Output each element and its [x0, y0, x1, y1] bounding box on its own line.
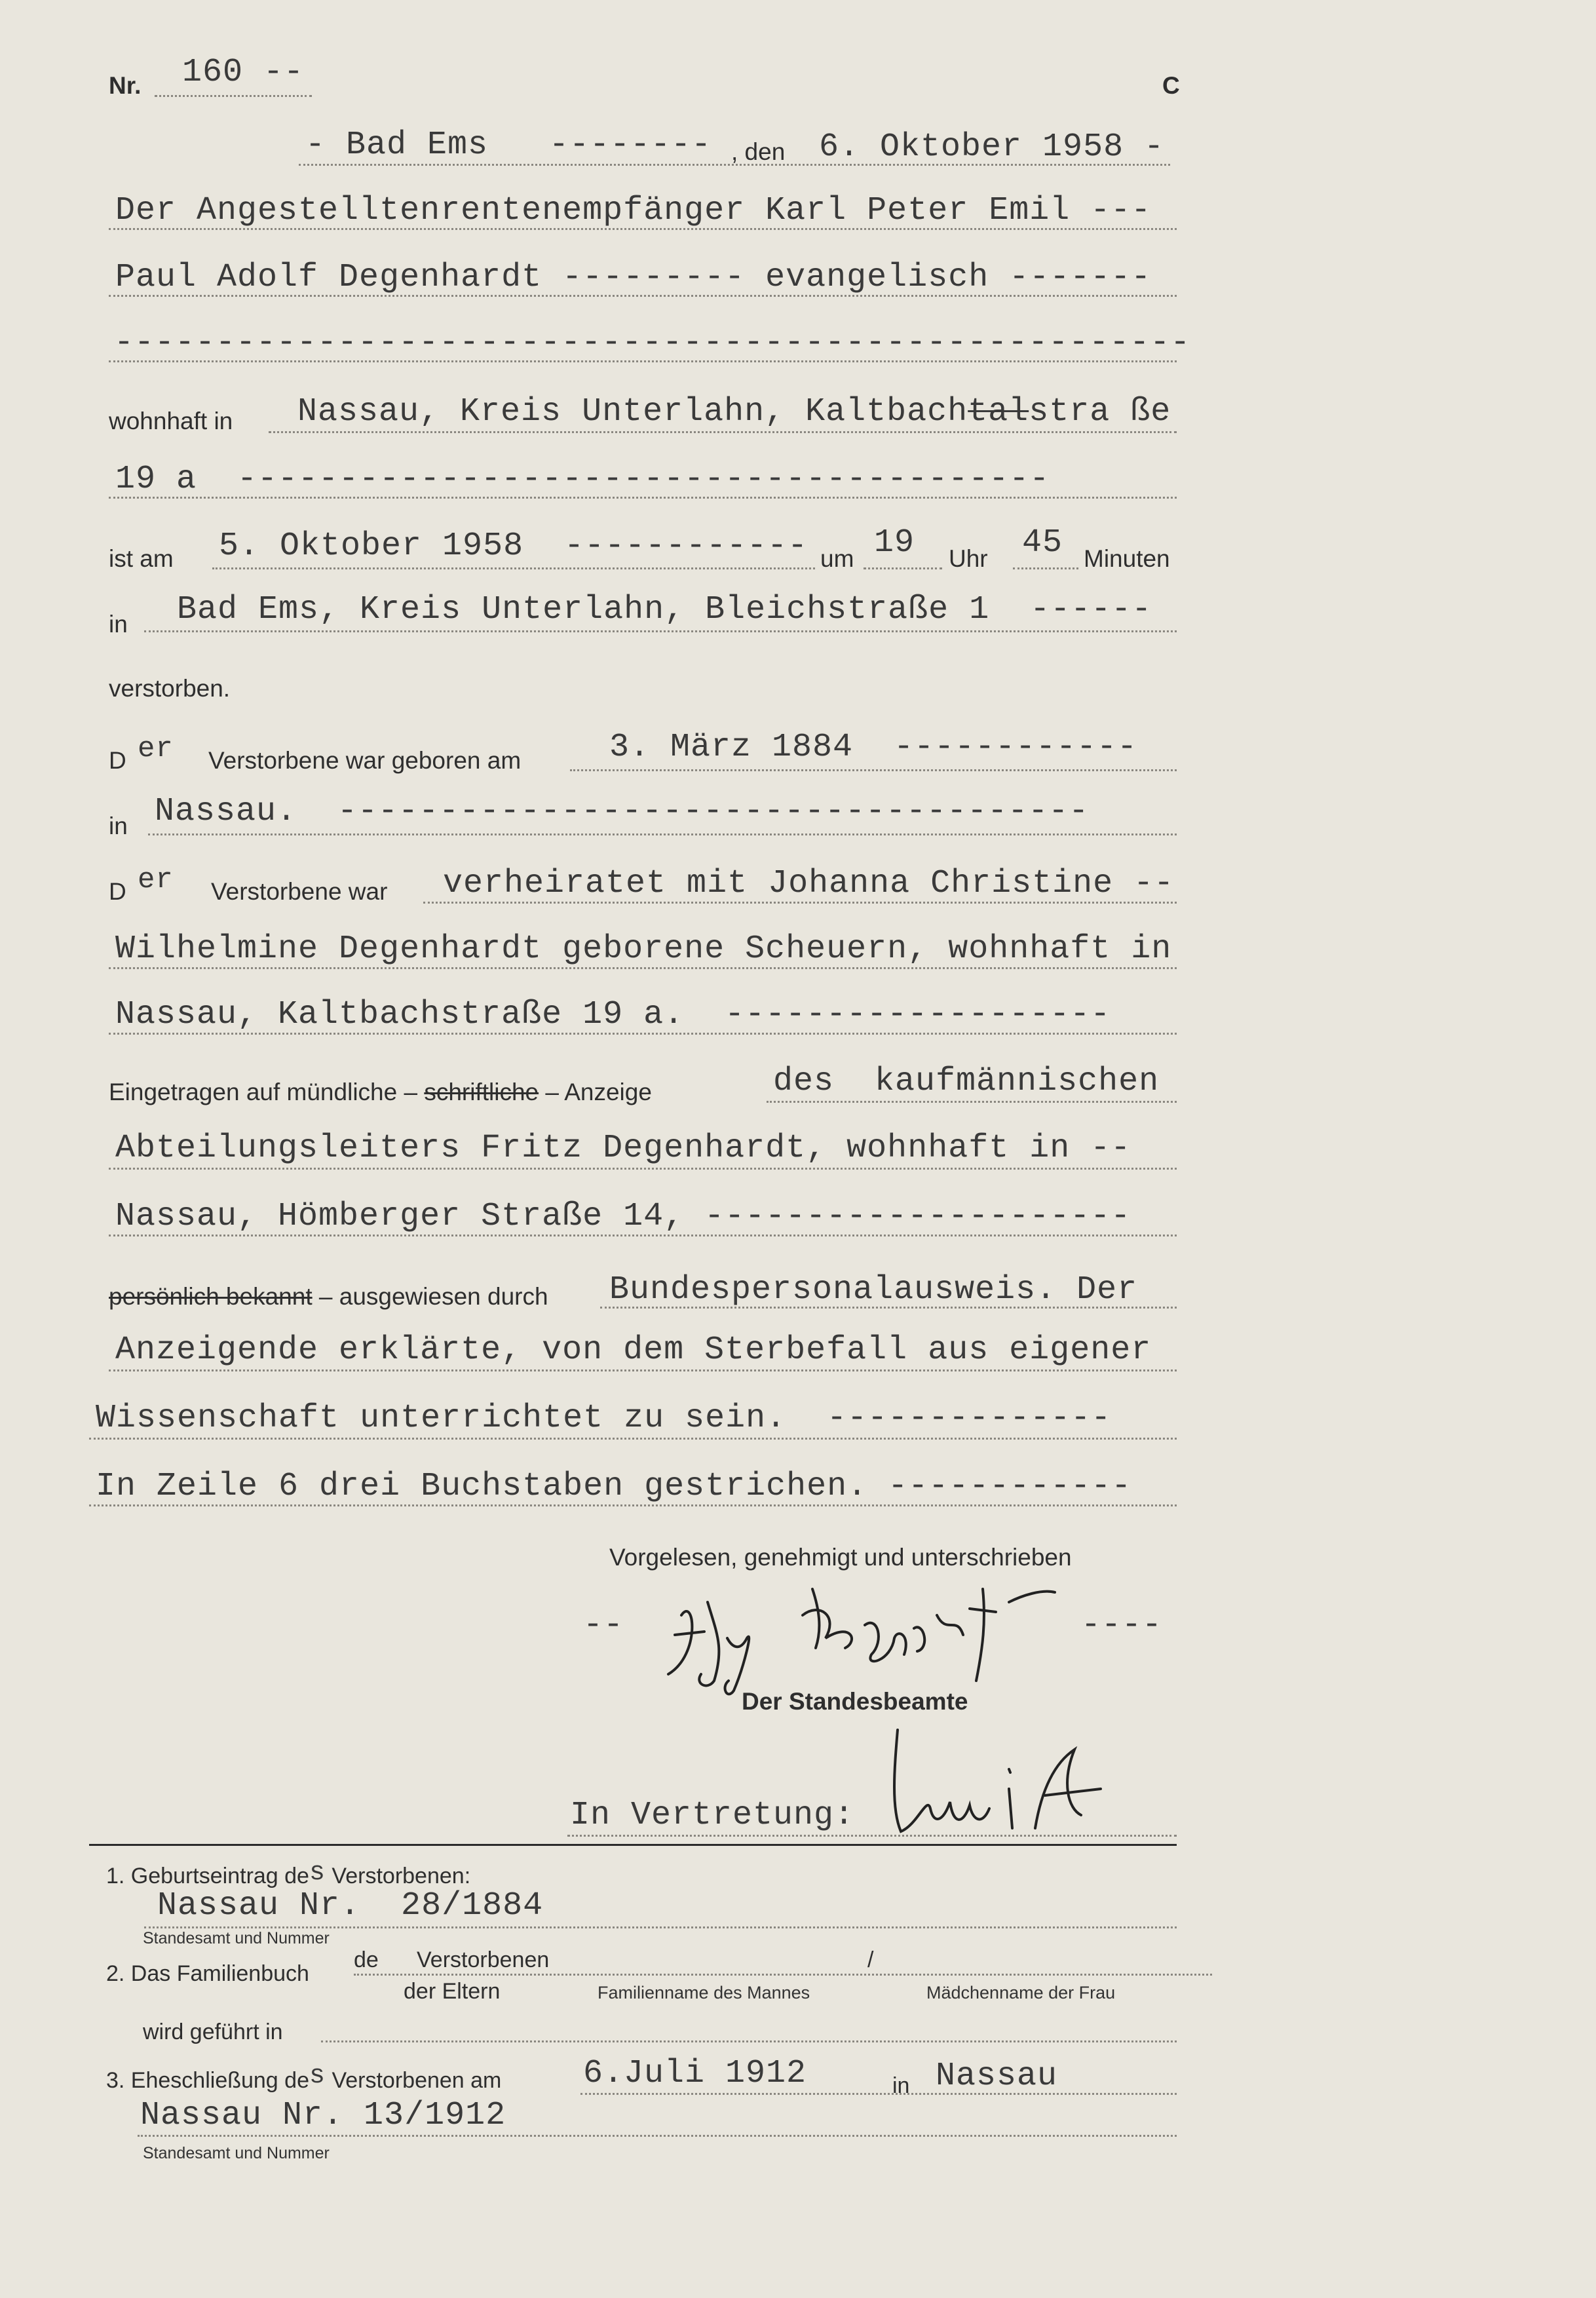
- d-label: D: [109, 878, 126, 905]
- verstorben-label: verstorben.: [109, 675, 231, 702]
- den-label: , den: [731, 138, 786, 165]
- rule: [299, 164, 1170, 166]
- rule: [109, 295, 1177, 297]
- form-letter: C: [1162, 72, 1180, 99]
- birth-place: Nassau. -------------------------------------: [155, 793, 1090, 830]
- rule: [138, 2135, 1177, 2137]
- rule: [109, 1168, 1177, 1170]
- death-minute: 45: [1022, 524, 1063, 562]
- rule: [269, 431, 1177, 433]
- rule: [1013, 567, 1078, 569]
- informant-line-3: Nassau, Hömberger Straße 14, ---------------------: [115, 1198, 1131, 1235]
- vertretung-label: In Vertretung:: [570, 1797, 855, 1834]
- um-label: um: [820, 545, 854, 572]
- death-place: Bad Ems, Kreis Unterlahn, Bleichstraße 1 ------: [177, 591, 1152, 628]
- standesbeamte-label: Der Standesbeamte: [742, 1688, 968, 1715]
- death-hour: 19: [874, 524, 915, 562]
- d-label: D: [109, 747, 126, 774]
- wohnhaft-label: wohnhaft in: [109, 408, 233, 434]
- marital-line-2: Wilhelmine Degenhardt geborene Scheuern, wohnhaft in: [115, 930, 1172, 968]
- marital-label: Verstorbene war: [211, 878, 388, 905]
- informant-line-2: Abteilungsleiters Fritz Degenhardt, wohnhaft in --: [115, 1130, 1131, 1167]
- birth-date: 3. März 1884 ------------: [609, 729, 1138, 766]
- informant-line-1: des kaufmännischen: [773, 1063, 1160, 1100]
- rule: [144, 1926, 1177, 1928]
- rule: [109, 228, 1177, 230]
- rule: [570, 769, 1177, 771]
- registration-date: 6. Oktober 1958 -: [819, 128, 1165, 166]
- informant-line-5: Anzeigende erklärte, von dem Sterbefall aus eigener: [115, 1331, 1152, 1369]
- in-label: in: [109, 813, 128, 839]
- rule: [600, 1307, 1177, 1309]
- official-signature: [878, 1710, 1140, 1841]
- rule: [155, 95, 312, 97]
- marital-line-3: Nassau, Kaltbachstraße 19 a. -------------------: [115, 996, 1111, 1033]
- deceased-address-line-1: Nassau, Kreis Unterlahn, Kaltbachtalstra ße: [297, 393, 1171, 431]
- familienname-label: Familienname des Mannes: [598, 1983, 810, 2002]
- note-2-verstorbenen: Verstorbenen: [417, 1947, 550, 1972]
- standesamt-label: Standesamt und Nummer: [143, 1929, 330, 1947]
- deceased-address-line-2: 19 a ----------------------------------------: [115, 461, 1050, 498]
- marriage-date: 6.Juli 1912: [583, 2055, 807, 2092]
- deceased-line-1: Der Angestelltenrentenempfänger Karl Peter Emil ---: [115, 192, 1152, 229]
- nr-label: Nr.: [109, 72, 142, 99]
- ist-am-label: ist am: [109, 545, 174, 572]
- note-3-in: in: [892, 2073, 910, 2098]
- rule: [212, 567, 815, 569]
- wird-gefuehrt-label: wird geführt in: [143, 2020, 283, 2044]
- informant-signature: [655, 1576, 1074, 1700]
- note-1-label: 1. Geburtseintrag des Verstorbenen:: [106, 1858, 471, 1888]
- rule: [144, 630, 1177, 632]
- vorgelesen-label: Vorgelesen, genehmigt und unterschrieben: [609, 1544, 1072, 1571]
- note-2-label: 2. Das Familienbuch: [106, 1961, 309, 1986]
- rule: [109, 1235, 1177, 1236]
- rule: [321, 2040, 1177, 2042]
- rule: [148, 833, 1177, 835]
- informant-line-6: Wissenschaft unterrichtet zu sein. --------------: [96, 1400, 1112, 1437]
- rule: [109, 360, 1177, 362]
- gender-suffix: er: [138, 864, 174, 896]
- ausgewiesen-label: persönlich bekannt – ausgewiesen durch: [109, 1283, 548, 1310]
- section-divider: [89, 1844, 1177, 1846]
- gender-suffix: er: [138, 733, 174, 765]
- death-date: 5. Oktober 1958 ------------: [219, 527, 808, 565]
- rule: [109, 967, 1177, 969]
- birth-register-entry: Nassau Nr. 28/1884: [157, 1887, 544, 1925]
- marriage-register-entry: Nassau Nr. 13/1912: [140, 2097, 506, 2134]
- rule: [89, 1438, 1177, 1440]
- register-number: 160 --: [182, 54, 305, 91]
- note-3-label: 3. Eheschließung des Verstorbenen am: [106, 2061, 502, 2093]
- maedchenname-label: Mädchenname der Frau: [926, 1983, 1116, 2002]
- correction-note: In Zeile 6 drei Buchstaben gestrichen. ------------: [96, 1468, 1132, 1505]
- uhr-label: Uhr: [949, 545, 988, 572]
- rule: [109, 1033, 1177, 1035]
- rule: [864, 567, 942, 569]
- rule: [767, 1101, 1177, 1103]
- rule: [89, 1504, 1177, 1506]
- standesamt-label: Standesamt und Nummer: [143, 2144, 330, 2162]
- in-label: in: [109, 611, 128, 638]
- informant-line-4: Bundespersonalausweis. Der: [609, 1271, 1138, 1309]
- deceased-line-2: Paul Adolf Degenhardt --------- evangelisch -------: [115, 259, 1152, 296]
- rule: [567, 1835, 1177, 1837]
- deceased-line-3: -----------------------------------------------------: [114, 324, 1191, 362]
- place-of-registration: - Bad Ems --------: [305, 126, 712, 164]
- rule: [423, 902, 1177, 904]
- note-2-de: de: [354, 1947, 379, 1972]
- rule: [354, 1974, 1212, 1976]
- rule: [580, 2093, 1177, 2095]
- marital-line-1: verheiratet mit Johanna Christine --: [443, 865, 1175, 902]
- signature-dash-left: --: [583, 1607, 624, 1644]
- rule: [109, 497, 1177, 499]
- note-2-slash: /: [867, 1947, 874, 1972]
- signature-dash-right: ----: [1081, 1607, 1163, 1644]
- marriage-place: Nassau: [936, 2058, 1058, 2095]
- eingetragen-label: Eingetragen auf mündliche – schriftliche – Anzeige: [109, 1079, 652, 1105]
- rule: [109, 1369, 1177, 1371]
- birth-label: Verstorbene war geboren am: [208, 747, 522, 774]
- note-2-eltern: der Eltern: [404, 1979, 501, 2004]
- minuten-label: Minuten: [1084, 545, 1170, 572]
